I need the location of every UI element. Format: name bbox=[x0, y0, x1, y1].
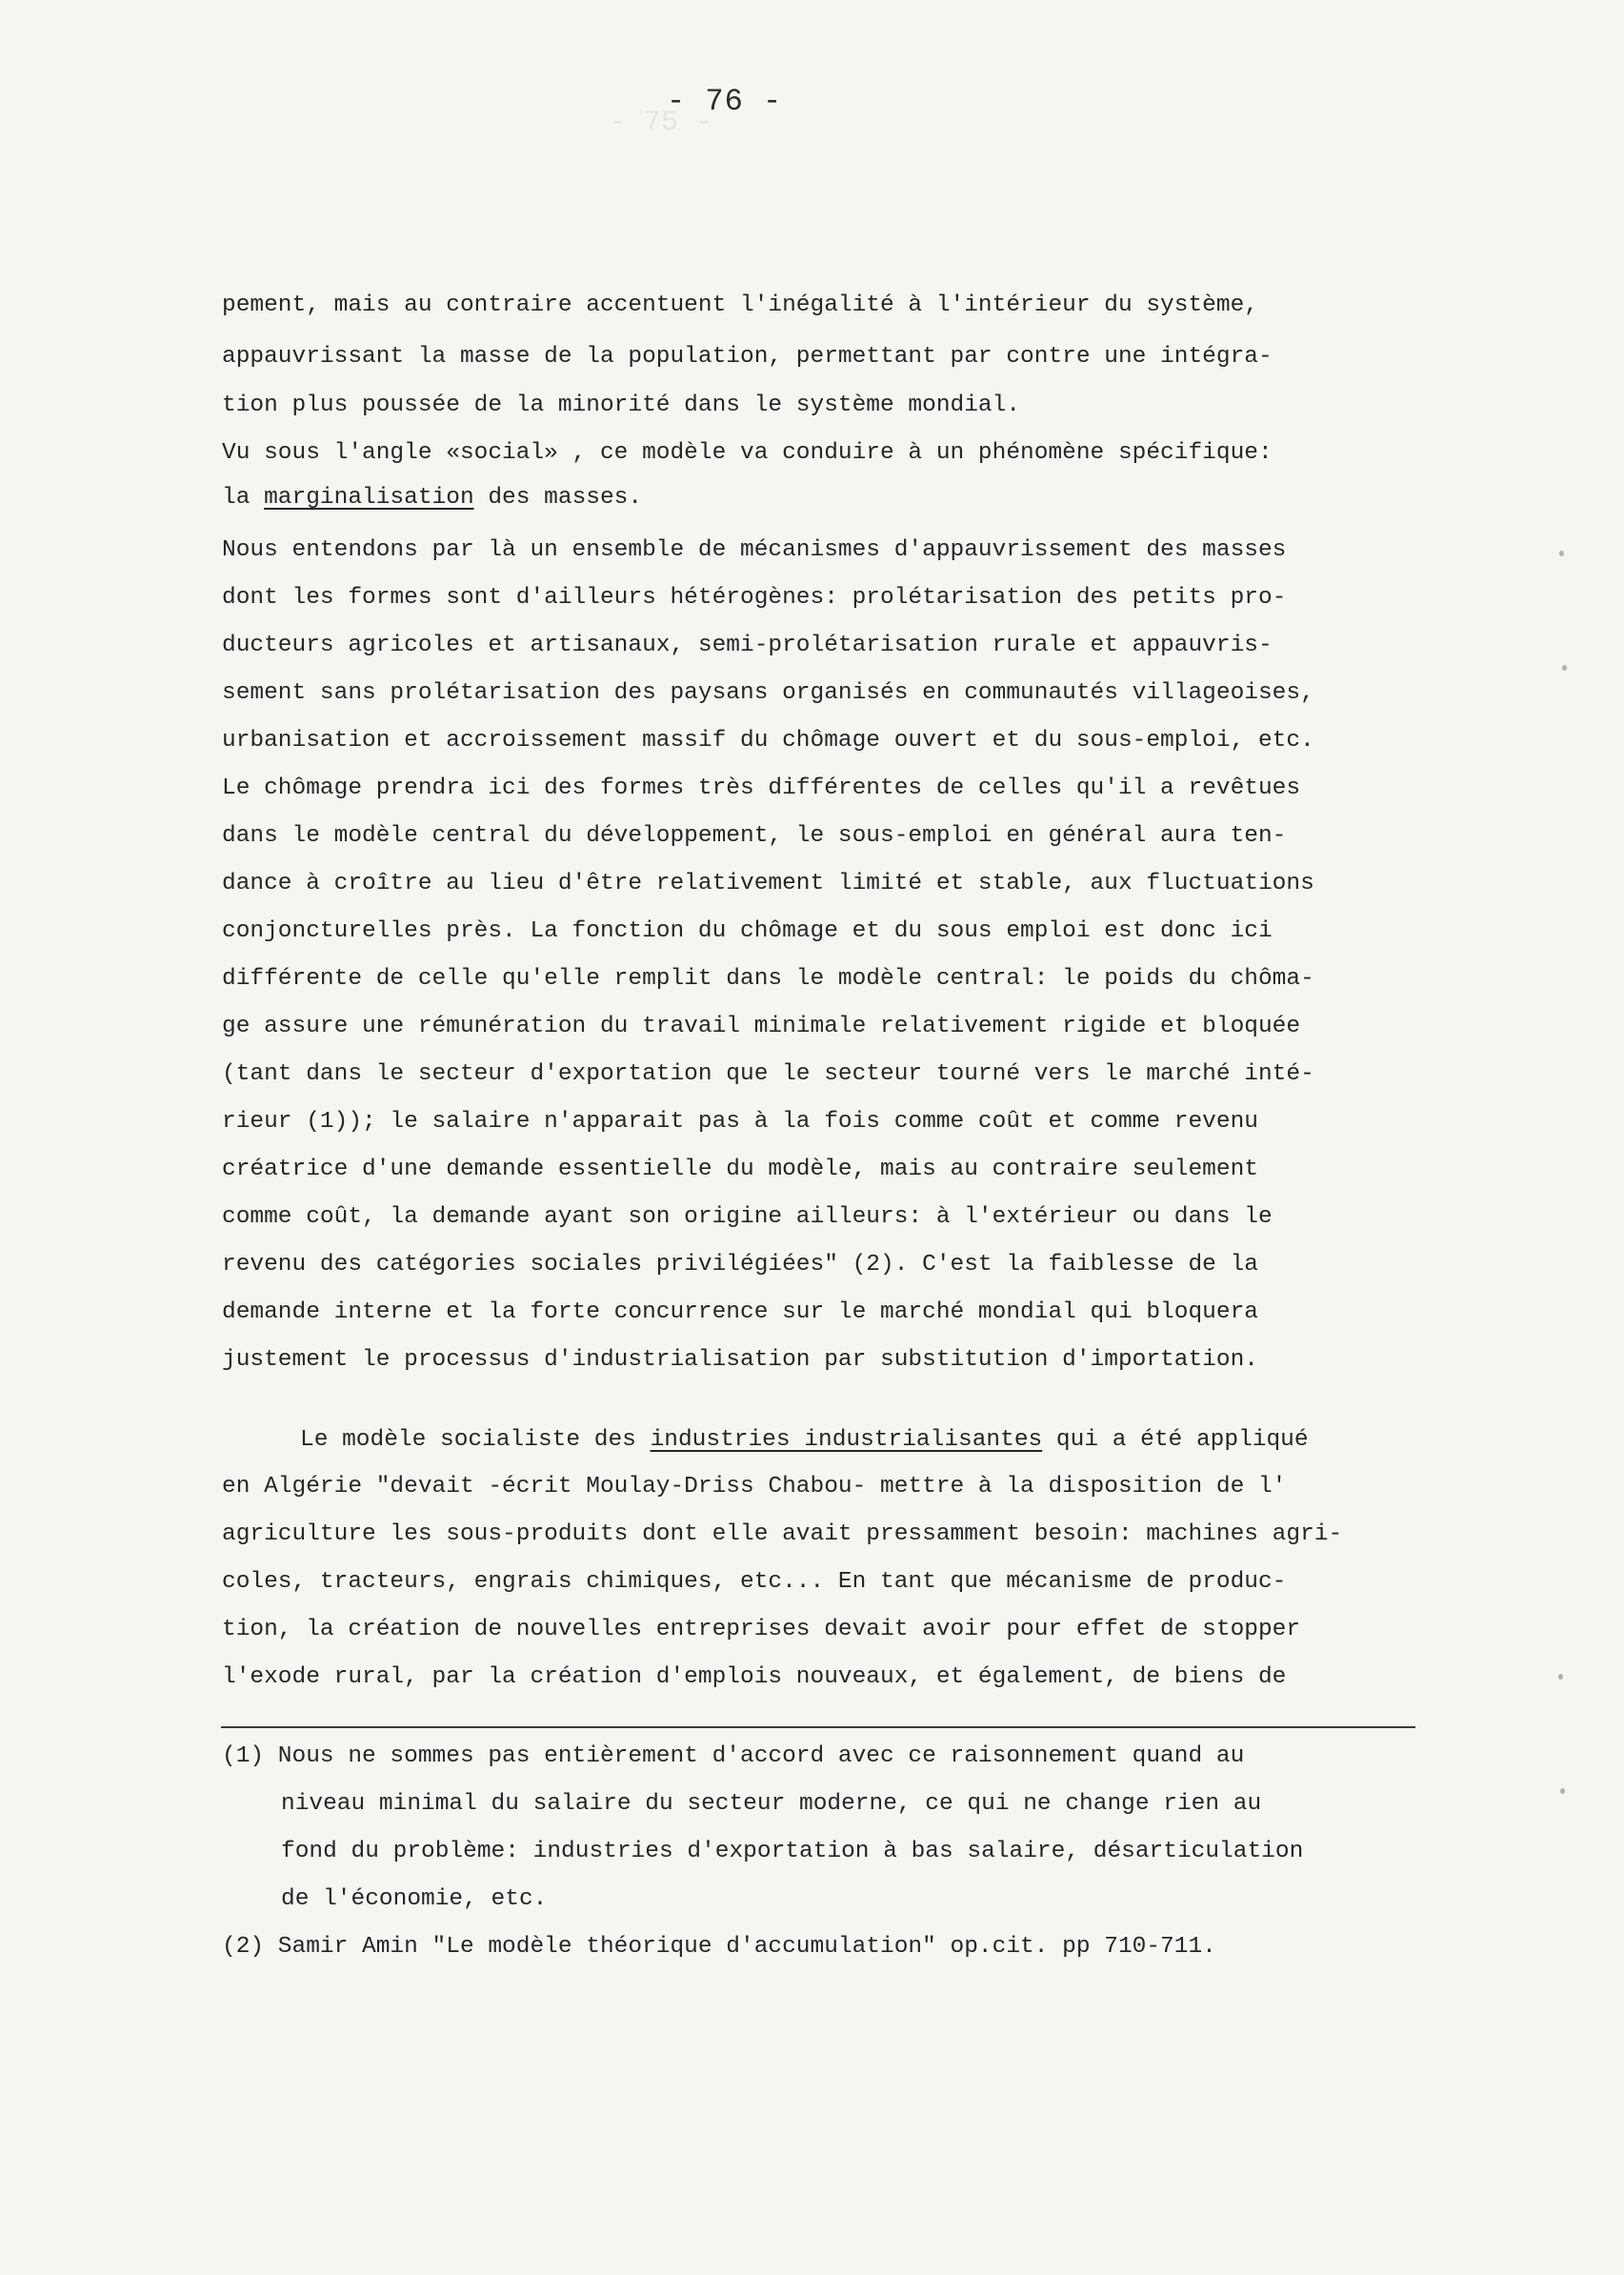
scan-speck bbox=[1558, 1674, 1563, 1680]
body-text-run: la bbox=[222, 485, 265, 511]
body-line: urbanisation et accroissement massif du chômage ouvert et du sous-emploi, etc. bbox=[222, 728, 1314, 754]
body-line: ge assure une rémunération du travail minimale relativement rigide et bloquée bbox=[222, 1014, 1301, 1039]
footnote-separator bbox=[221, 1726, 1415, 1728]
body-line: appauvrissant la masse de la population, permettant par contre une intégra- bbox=[222, 344, 1273, 370]
body-line: ducteurs agricoles et artisanaux, semi-prolétarisation rurale et appauvris- bbox=[222, 633, 1273, 658]
scan-speck bbox=[1560, 1788, 1565, 1794]
scan-speck bbox=[1562, 665, 1567, 671]
footnote-1-line: fond du problème: industries d'exportation à bas salaire, désarticulation bbox=[281, 1839, 1304, 1864]
body-line: dont les formes sont d'ailleurs hétérogènes: prolétarisation des petits pro- bbox=[222, 585, 1287, 611]
body-line: tion, la création de nouvelles entreprises devait avoir pour effet de stopper bbox=[222, 1617, 1301, 1642]
body-line: sement sans prolétarisation des paysans organisés en communautés villageoises, bbox=[222, 680, 1314, 706]
footnote-1-line: de l'économie, etc. bbox=[281, 1886, 548, 1912]
body-line: en Algérie "devait -écrit Moulay-Driss Chabou- mettre à la disposition de l' bbox=[222, 1474, 1287, 1500]
body-line: pement, mais au contraire accentuent l'inégalité à l'intérieur du système, bbox=[222, 292, 1258, 318]
body-line: dance à croître au lieu d'être relativement limité et stable, aux fluctuations bbox=[222, 871, 1314, 896]
body-line: agriculture les sous-produits dont elle avait pressamment besoin: machines agri- bbox=[222, 1521, 1343, 1547]
bleed-through-page-number: - 75 - bbox=[610, 107, 713, 139]
body-line: différente de celle qu'elle remplit dans le modèle central: le poids du chôma- bbox=[222, 966, 1314, 992]
body-line: demande interne et la forte concurrence sur le marché mondial qui bloquera bbox=[222, 1299, 1258, 1325]
body-line: comme coût, la demande ayant son origine ailleurs: à l'extérieur ou dans le bbox=[222, 1204, 1273, 1230]
body-line-industries bbox=[300, 1427, 1309, 1453]
body-line: rieur (1)); le salaire n'apparait pas à la fois comme coût et comme revenu bbox=[222, 1109, 1258, 1135]
underlined-term: marginalisation bbox=[264, 485, 474, 511]
scan-speck bbox=[1559, 551, 1564, 556]
page-number: - 76 - bbox=[667, 84, 783, 119]
body-line: revenu des catégories sociales privilégiées" (2). C'est la faiblesse de la bbox=[222, 1252, 1258, 1278]
body-line: tion plus poussée de la minorité dans le système mondial. bbox=[222, 393, 1021, 418]
body-line: dans le modèle central du développement, le sous-emploi en général aura ten- bbox=[222, 823, 1287, 849]
body-line: (tant dans le secteur d'exportation que le secteur tourné vers le marché inté- bbox=[222, 1061, 1314, 1087]
body-line: créatrice d'une demande essentielle du modèle, mais au contraire seulement bbox=[222, 1157, 1258, 1182]
footnote-2: (2) Samir Amin "Le modèle théorique d'accumulation" op.cit. pp 710-711. bbox=[222, 1934, 1216, 1960]
body-text-run: Le modèle socialiste des bbox=[300, 1427, 651, 1453]
underlined-term: industries industrialisantes bbox=[650, 1427, 1043, 1453]
body-text-run: des masses. bbox=[473, 485, 643, 511]
body-line: Le chômage prendra ici des formes très différentes de celles qu'il a revêtues bbox=[222, 775, 1301, 801]
body-line: conjoncturelles près. La fonction du chômage et du sous emploi est donc ici bbox=[222, 918, 1273, 944]
body-line: l'exode rural, par la création d'emplois nouveaux, et également, de biens de bbox=[222, 1664, 1287, 1690]
footnote-1: (1) Nous ne sommes pas entièrement d'accord avec ce raisonnement quand au bbox=[222, 1743, 1245, 1769]
body-line: Vu sous l'angle «social» , ce modèle va conduire à un phénomène spécifique: bbox=[222, 440, 1273, 466]
body-text bbox=[222, 0, 1460, 2275]
body-line: justement le processus d'industrialisation par substitution d'importation. bbox=[222, 1347, 1258, 1373]
body-line: coles, tracteurs, engrais chimiques, etc... En tant que mécanisme de produc- bbox=[222, 1569, 1287, 1595]
body-line-marginalisation bbox=[222, 485, 642, 511]
body-text-run: qui a été appliqué bbox=[1042, 1427, 1309, 1453]
body-line: Nous entendons par là un ensemble de mécanismes d'appauvrissement des masses bbox=[222, 537, 1287, 563]
footnote-1-line: niveau minimal du salaire du secteur moderne, ce qui ne change rien au bbox=[281, 1791, 1262, 1817]
